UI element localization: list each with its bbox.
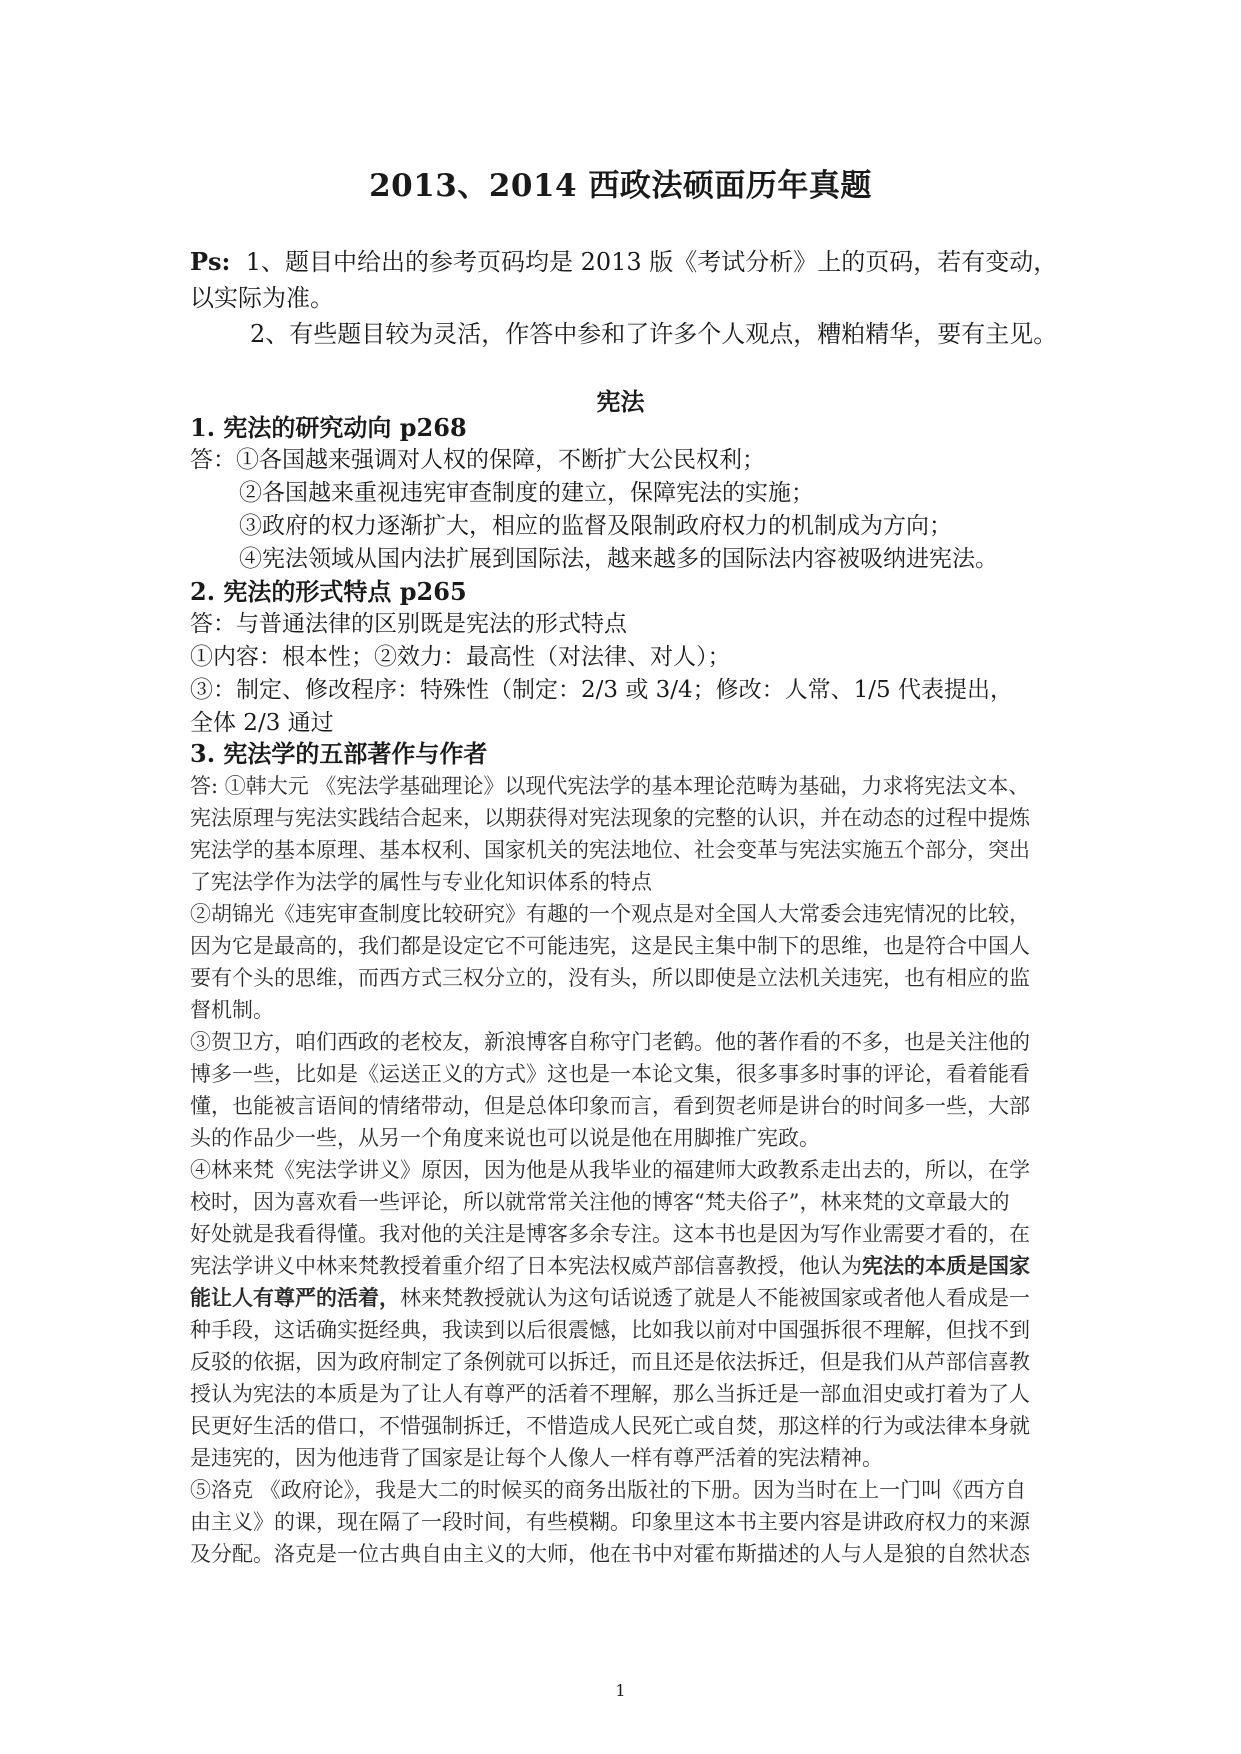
answer-line: 好处就是我看得懂。我对他的关注是博客多余专注。这本书也是因为写作业需要才看的，在	[190, 1222, 1030, 1246]
answer-line: ⑤洛克 《政府论》，我是大二的时候买的商务出版社的下册。因为当时在上一门叫《西方自	[190, 1478, 1027, 1502]
answer-line: ④林来梵《宪法学讲义》原因，因为他是从我毕业的福建师大政教系走出去的，所以，在学	[190, 1158, 1030, 1182]
section-title: 宪法	[596, 387, 645, 416]
answer-line: 要有个头的思维，而西方式三权分立的，没有头，所以即使是立法机关违宪，也有相应的监	[190, 966, 1030, 990]
emphasis-text: 能让人有尊严的活着，	[190, 1285, 400, 1310]
answer-line: 由主义》的课，现在隔了一段时间，有些模糊。印象里这本书主要内容是讲政府权力的来源	[190, 1510, 1030, 1534]
answer-line: 答：①各国越来强调对人权的保障，不断扩大公民权利；	[190, 447, 765, 473]
ps-line-1	[190, 246, 1057, 278]
ps-line-1b: 以实际为准。	[190, 284, 334, 312]
page-number: 1	[615, 1681, 626, 1700]
ps-line-2: 2、有些题目较为灵活，作答中参和了许多个人观点，糟粕精华，要有主见。	[250, 320, 1058, 348]
answer-line: 头的作品少一些，从另一个角度来说也可以说是他在用脚推广宪政。	[190, 1126, 820, 1150]
answer-line: ①内容：根本性；②效力：最高性（对法律、对人）；	[190, 644, 731, 670]
document-title: 2013、2014 西政法硕面历年真题	[369, 168, 872, 204]
ps-note-1a: 1、题目中给出的参考页码均是 2013 版《考试分析》上的页码，若有变动，	[245, 248, 1058, 276]
answer-line	[190, 1250, 1030, 1282]
answer-line: 答：与普通法律的区别既是宪法的形式特点	[190, 611, 627, 637]
answer-line: 宪法学的基本原理、基本权利、国家机关的宪法地位、社会变革与宪法实施五个部分，突出	[190, 838, 1030, 862]
question-heading-2: 2. 宪法的形式特点 p265	[190, 577, 467, 606]
answer-text: 林来梵教授就认为这句话说透了就是人不能被国家或者他人看成是一	[400, 1286, 1030, 1310]
answer-line: 督机制。	[190, 998, 274, 1022]
answer-line: 授认为宪法的本质是为了让人有尊严的活着不理解，那么当拆迁是一部血泪史或打着为了人	[190, 1382, 1030, 1406]
answer-line: ②各国越来重视违宪审查制度的建立，保障宪法的实施；	[239, 480, 814, 506]
answer-line: ③：制定、修改程序：特殊性（制定：2/3 或 3/4；修改：人常、1/5 代表提出，	[190, 677, 1013, 703]
answer-line: 民更好生活的借口，不惜强制拆迁，不惜造成人民死亡或自焚，那这样的行为或法律本身就	[190, 1414, 1030, 1438]
answer-line: ③贺卫方，咱们西政的老校友，新浪博客自称守门老鹤。他的著作看的不多，也是关注他的	[190, 1030, 1030, 1054]
answer-line: 及分配。洛克是一位古典自由主义的大师，他在书中对霍布斯描述的人与人是狼的自然状态	[190, 1542, 1030, 1566]
answer-line: ②胡锦光《违宪审查制度比较研究》有趣的一个观点是对全国人大常委会违宪情况的比较，	[190, 902, 1030, 926]
answer-line: ③政府的权力逐渐扩大，相应的监督及限制政府权力的机制成为方向；	[239, 513, 952, 539]
answer-line: 反驳的依据，因为政府制定了条例就可以拆迁，而且还是依法拆迁，但是我们从芦部信喜教	[190, 1350, 1030, 1374]
question-heading-3: 3. 宪法学的五部著作与作者	[190, 739, 488, 768]
emphasis-text: 宪法的本质是国家	[862, 1253, 1030, 1278]
answer-line: 是违宪的，因为他违背了国家是让每个人像人一样有尊严活着的宪法精神。	[190, 1446, 883, 1470]
ps-label: Ps:	[190, 247, 231, 276]
answer-line	[190, 1282, 1030, 1314]
answer-line: 种手段，这话确实挺经典，我读到以后很震憾，比如我以前对中国强拆很不理解，但找不到	[190, 1318, 1030, 1342]
answer-line: ④宪法领域从国内法扩展到国际法，越来越多的国际法内容被吸纳进宪法。	[239, 546, 998, 572]
answer-line: 懂，也能被言语间的情绪带动，但是总体印象而言，看到贺老师是讲台的时间多一些，大部	[190, 1094, 1030, 1118]
answer-line: 答: ①韩大元 《宪法学基础理论》以现代宪法学的基本理论范畴为基础，力求将宪法文本、	[190, 774, 1030, 798]
answer-line: 校时，因为喜欢看一些评论，所以就常常关注他的博客“梵夫俗子”，林来梵的文章最大的	[190, 1190, 1010, 1214]
question-heading-1: 1. 宪法的研究动向 p268	[190, 413, 467, 442]
answer-line: 了宪法学作为法学的属性与专业化知识体系的特点	[190, 870, 652, 894]
answer-line: 因为它是最高的，我们都是设定它不可能违宪，这是民主集中制下的思维，也是符合中国人	[190, 934, 1030, 958]
answer-line: 全体 2/3 通过	[190, 710, 334, 736]
answer-line: 宪法原理与宪法实践结合起来，以期获得对宪法现象的完整的认识，并在动态的过程中提炼	[190, 806, 1030, 830]
answer-text: 宪法学讲义中林来梵教授着重介绍了日本宪法权威芦部信喜教授，他认为	[190, 1254, 862, 1278]
answer-line: 博多一些，比如是《运送正义的方式》这也是一本论文集，很多事多时事的评论，看着能看	[190, 1062, 1030, 1086]
